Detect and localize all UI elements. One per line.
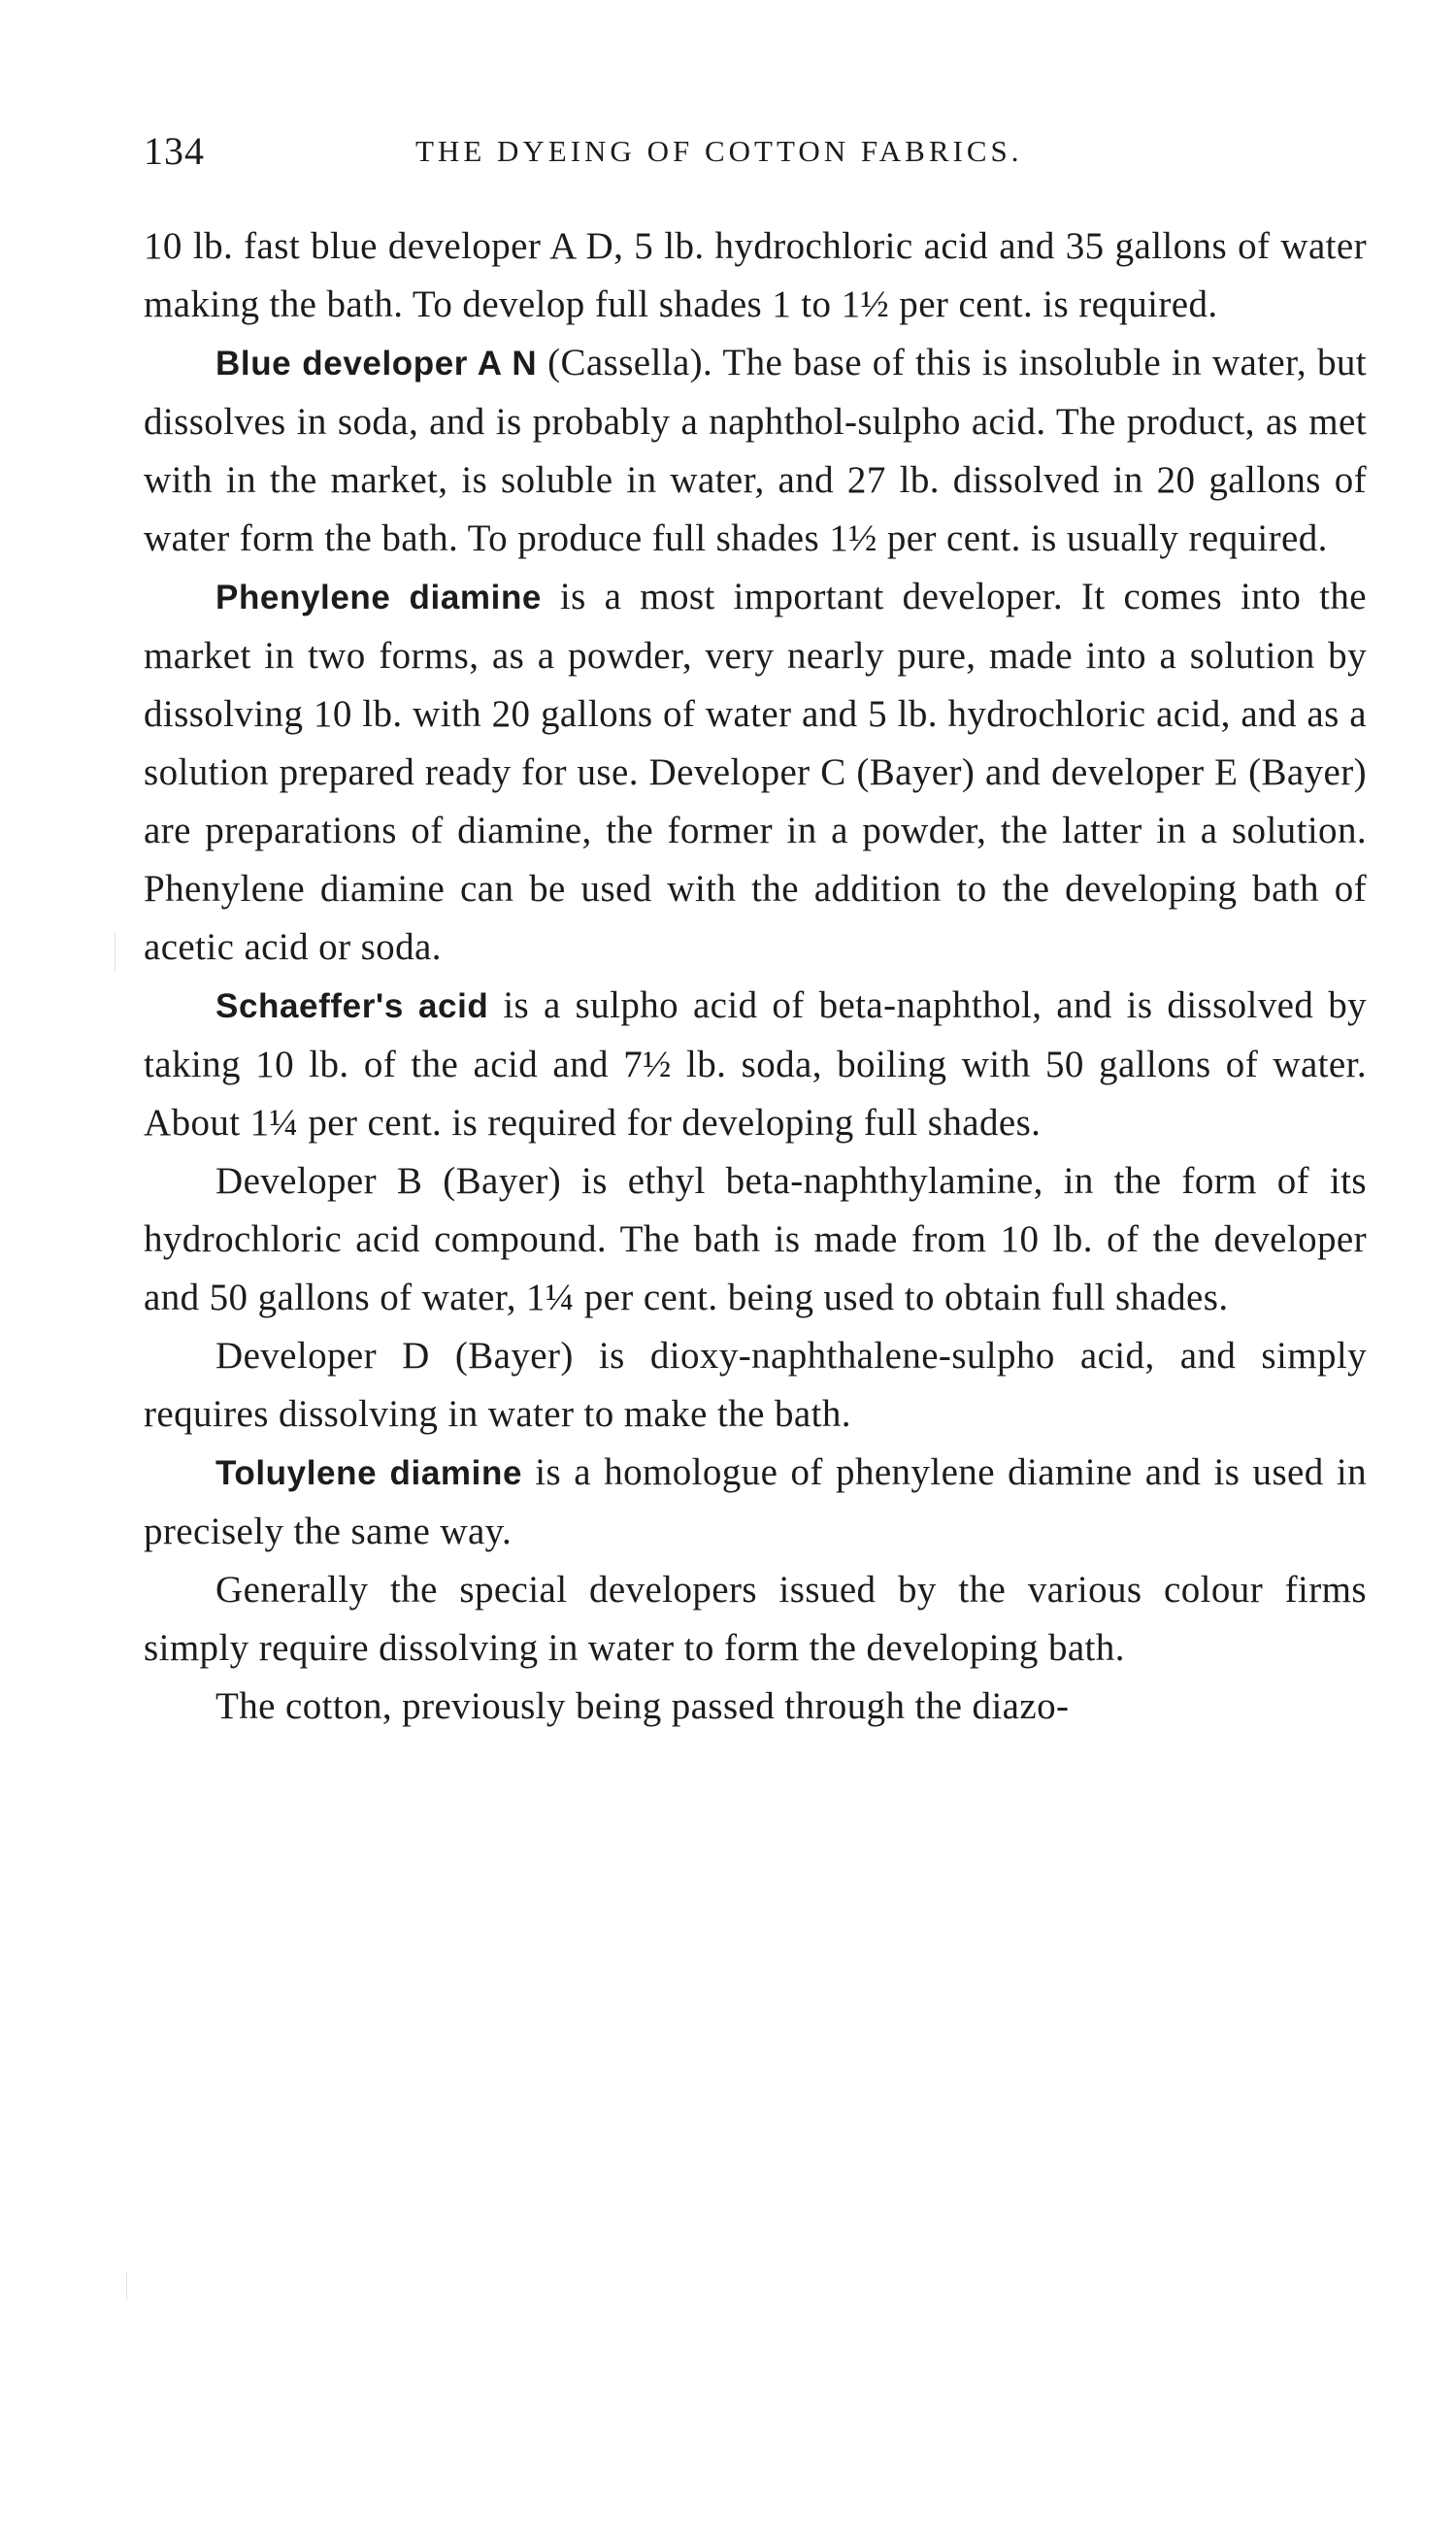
paragraph-toluylene-diamine xyxy=(144,1444,1367,1561)
running-title: THE DYEING OF COTTON FABRICS. xyxy=(415,134,1023,168)
paragraph-special-developers xyxy=(144,1561,1367,1678)
paragraph-heading: Toluylene diamine xyxy=(215,1454,523,1492)
page-number: 134 xyxy=(144,129,205,173)
paragraph-text: is a sulpho acid of beta-naphthol, and is dissolved by taking 10 lb. of the acid and 7½ lb. soda, boiling with 50 gallons of water. About 1¼ per cent. is required for developing full shades. xyxy=(144,984,1367,1144)
paragraph-heading: Schaeffer's acid xyxy=(215,987,489,1025)
paragraph-developer-b xyxy=(144,1152,1367,1327)
paragraph-heading: Phenylene diamine xyxy=(215,579,542,616)
paragraph-heading: Blue developer A N xyxy=(215,345,538,382)
paragraph-text: The cotton, previously being passed through the diazo- xyxy=(215,1685,1070,1727)
paragraph-text: Developer D (Bayer) is dioxy-naphthalene-sulpho acid, and simply requires dissolving in water to make the bath. xyxy=(144,1335,1367,1435)
paragraph-text: Generally the special developers issued by the various colour firms simply require dissolving in water to form the developing bath. xyxy=(144,1569,1367,1669)
paragraph-text: Developer B (Bayer) is ethyl beta-naphthylamine, in the form of its hydrochloric acid compound. The bath is made from 10 lb. of the developer and 50 gallons of water, 1¼ per cent. being used to obtain full shades. xyxy=(144,1160,1367,1318)
paragraph-text: 10 lb. fast blue developer A D, 5 lb. hydrochloric acid and 35 gallons of water making the bath. To develop full shades 1 to 1½ per cent. is required. xyxy=(144,225,1367,325)
paragraph-fast-blue xyxy=(144,217,1367,334)
paragraph-blue-developer xyxy=(144,334,1367,568)
paragraph-cotton-diazo xyxy=(144,1678,1367,1736)
margin-mark xyxy=(126,2272,127,2301)
page-header xyxy=(144,128,1367,186)
paragraph-text: is a most important developer. It comes into the market in two forms, as a powder, very nearly pure, made into a solution by dissolving 10 lb. with 20 gallons of water and 5 lb. hydrochloric acid, and as a solution prepared ready for use. Developer C (Bayer) and developer E (Bayer) are preparations of diamine, the former in a powder, the latter in a solution. Phenylene diamine can be used with the addition to the developing bath of acetic acid or soda. xyxy=(144,576,1367,968)
paragraph-text: (Cassella). The base of this is insoluble in water, but dissolves in soda, and is probably a naphthol-sulpho acid. The product, as met with in the market, is soluble in water, and 27 lb. dissolved in 20 gallons of water form the bath. To produce full shades 1½ per cent. is usually required. xyxy=(144,342,1367,559)
margin-mark xyxy=(115,932,116,971)
paragraph-phenylene-diamine xyxy=(144,568,1367,977)
paragraph-text: is a homologue of phenylene diamine and is used in precisely the same way. xyxy=(144,1451,1367,1552)
paragraph-developer-d xyxy=(144,1327,1367,1444)
body-text xyxy=(144,217,1367,1736)
paragraph-schaeffers-acid xyxy=(144,977,1367,1152)
